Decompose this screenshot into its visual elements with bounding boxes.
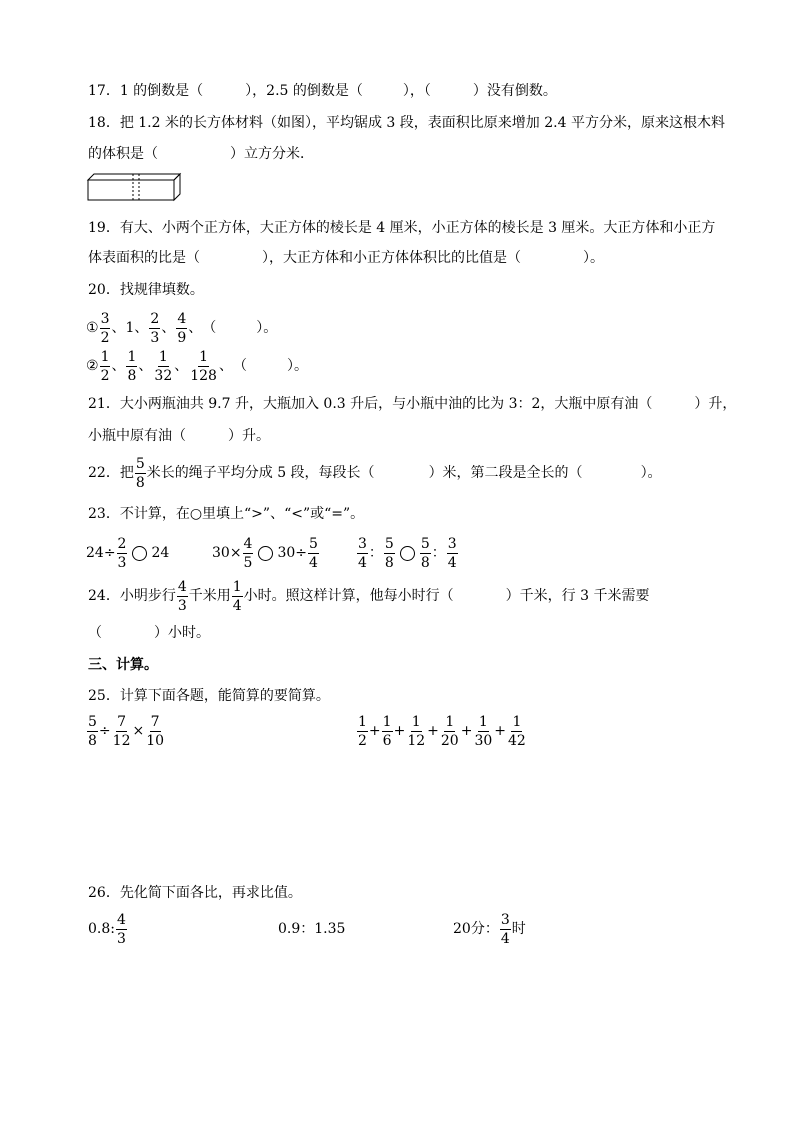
q20-row2-term-4: $\frac{1}{128}$ <box>190 348 217 384</box>
question-21-line2: 小瓶中原有油（ ）升。 <box>88 428 270 444</box>
q17-text-b: ），2.5 的倒数是（ <box>245 83 363 99</box>
q20-row2-marker: ② <box>86 358 99 374</box>
q23-expression-1: 24÷ $\frac{2}{3}$ 24 <box>86 535 170 571</box>
q23-expression-3: $\frac{3}{4}$ ： $\frac{5}{8}$ $\frac{5}{8}$ ： $\frac{3}{4}$ <box>358 535 457 571</box>
question-26-title: 26．先化简下面各比，再求比值。 <box>88 885 302 901</box>
question-18-line2 <box>88 145 314 163</box>
question-20-row1: ① $\frac{3}{2}$ 、 1 、 $\frac{2}{3}$ 、 $\frac{4}{9}$ 、 （ ）。 <box>86 310 278 346</box>
question-22: 22．把 $\frac{5}{8}$ 米长的绳子平均分成 5 段，每段长（ ）米，第二段是全长的（ ）。 <box>88 455 662 491</box>
compare-circle-1[interactable] <box>132 546 147 561</box>
compare-circle-2[interactable] <box>258 546 273 561</box>
q22-fraction: $\frac{5}{8}$ <box>135 455 145 491</box>
question-19-line1: 19．有大、小两个正方体，大正方体的棱长是 4 厘米，小正方体的棱长是 3 厘米。大正方体和小正方 <box>88 220 716 236</box>
question-24-line2: （ ）小时。 <box>88 625 210 641</box>
question-19-line2 <box>88 249 604 267</box>
q20-row2-term-1: $\frac{1}{2}$ <box>100 348 110 384</box>
q17-text-d: ）没有倒数。 <box>472 83 557 99</box>
q18-line2-a: 的体积是（ <box>88 146 158 162</box>
cuboid-figure <box>86 172 182 202</box>
compare-circle-3[interactable] <box>400 546 415 561</box>
q18-line2-b: ）立方分米． <box>230 146 314 162</box>
section-3-title: 三、计算。 <box>88 657 158 673</box>
question-18-line1: 18．把 1.2 米的长方体材料（如图），平均锯成 3 段，表面积比原来增加 2.4 平方分米，原来这根木料 <box>88 115 725 131</box>
q20-row1-marker: ① <box>86 320 99 336</box>
question-20-row2: ② $\frac{1}{2}$ 、 $\frac{1}{8}$ 、 $\frac{1}{32}$ 、 $\frac{1}{128}$ 、 （ ）。 <box>86 348 308 384</box>
q20-row1-term-1: $\frac{3}{2}$ <box>100 310 110 346</box>
q17-text-a: 17．1 的倒数是（ <box>88 83 204 99</box>
q17-text-c: ），（ <box>402 83 431 99</box>
q20-row1-term-3: $\frac{2}{3}$ <box>150 310 160 346</box>
question-21-line1: 21．大小两瓶油共 9.7 升，大瓶加入 0.3 升后，与小瓶中油的比为 3：2，大瓶中原有油（ ）升， <box>88 396 737 412</box>
q26-ratio-3: 20分： $\frac{3}{4}$ 时 <box>453 911 526 947</box>
q26-ratio-2: 0.9：1.35 <box>278 921 346 937</box>
question-17 <box>88 82 557 100</box>
question-24-line1: 24．小明步行 $\frac{4}{3}$ 千米用 $\frac{1}{4}$ 小时。照这样计算，他每小时行（ ）千米，行 3 千米需要 <box>88 578 650 614</box>
question-20-title: 20．找规律填数。 <box>88 282 204 298</box>
question-23-title: 23．不计算，在○里填上“>”、“<”或“=”。 <box>88 506 365 522</box>
q19-line2-c: ）。 <box>583 250 604 266</box>
q20-row2-term-2: $\frac{1}{8}$ <box>127 348 137 384</box>
question-25-title: 25．计算下面各题，能简算的要简算。 <box>88 688 330 704</box>
q26-ratio-1: 0.8: $\frac{4}{3}$ <box>88 911 126 947</box>
q25-expression-2: $\frac{1}{2}$ + $\frac{1}{6}$ + $\frac{1}{12}$ + $\frac{1}{20}$ + $\frac{1}{30}$ + $\frac{1}{42}$ <box>358 713 526 749</box>
q19-line2-a: 体表面积的比是（ <box>88 250 200 266</box>
q23-expression-2: 30× $\frac{4}{5}$ 30÷ $\frac{5}{4}$ <box>212 535 318 571</box>
q20-row1-term-2: 1 <box>125 320 135 336</box>
q25-expression-1: $\frac{5}{8}$ ÷ $\frac{7}{12}$ × $\frac{7}{10}$ <box>88 713 165 749</box>
q20-row2-term-3: $\frac{1}{32}$ <box>154 348 173 384</box>
q19-line2-b: ），大正方体和小正方体体积比的比值是（ <box>262 250 521 266</box>
q20-row1-term-4: $\frac{4}{9}$ <box>177 310 187 346</box>
